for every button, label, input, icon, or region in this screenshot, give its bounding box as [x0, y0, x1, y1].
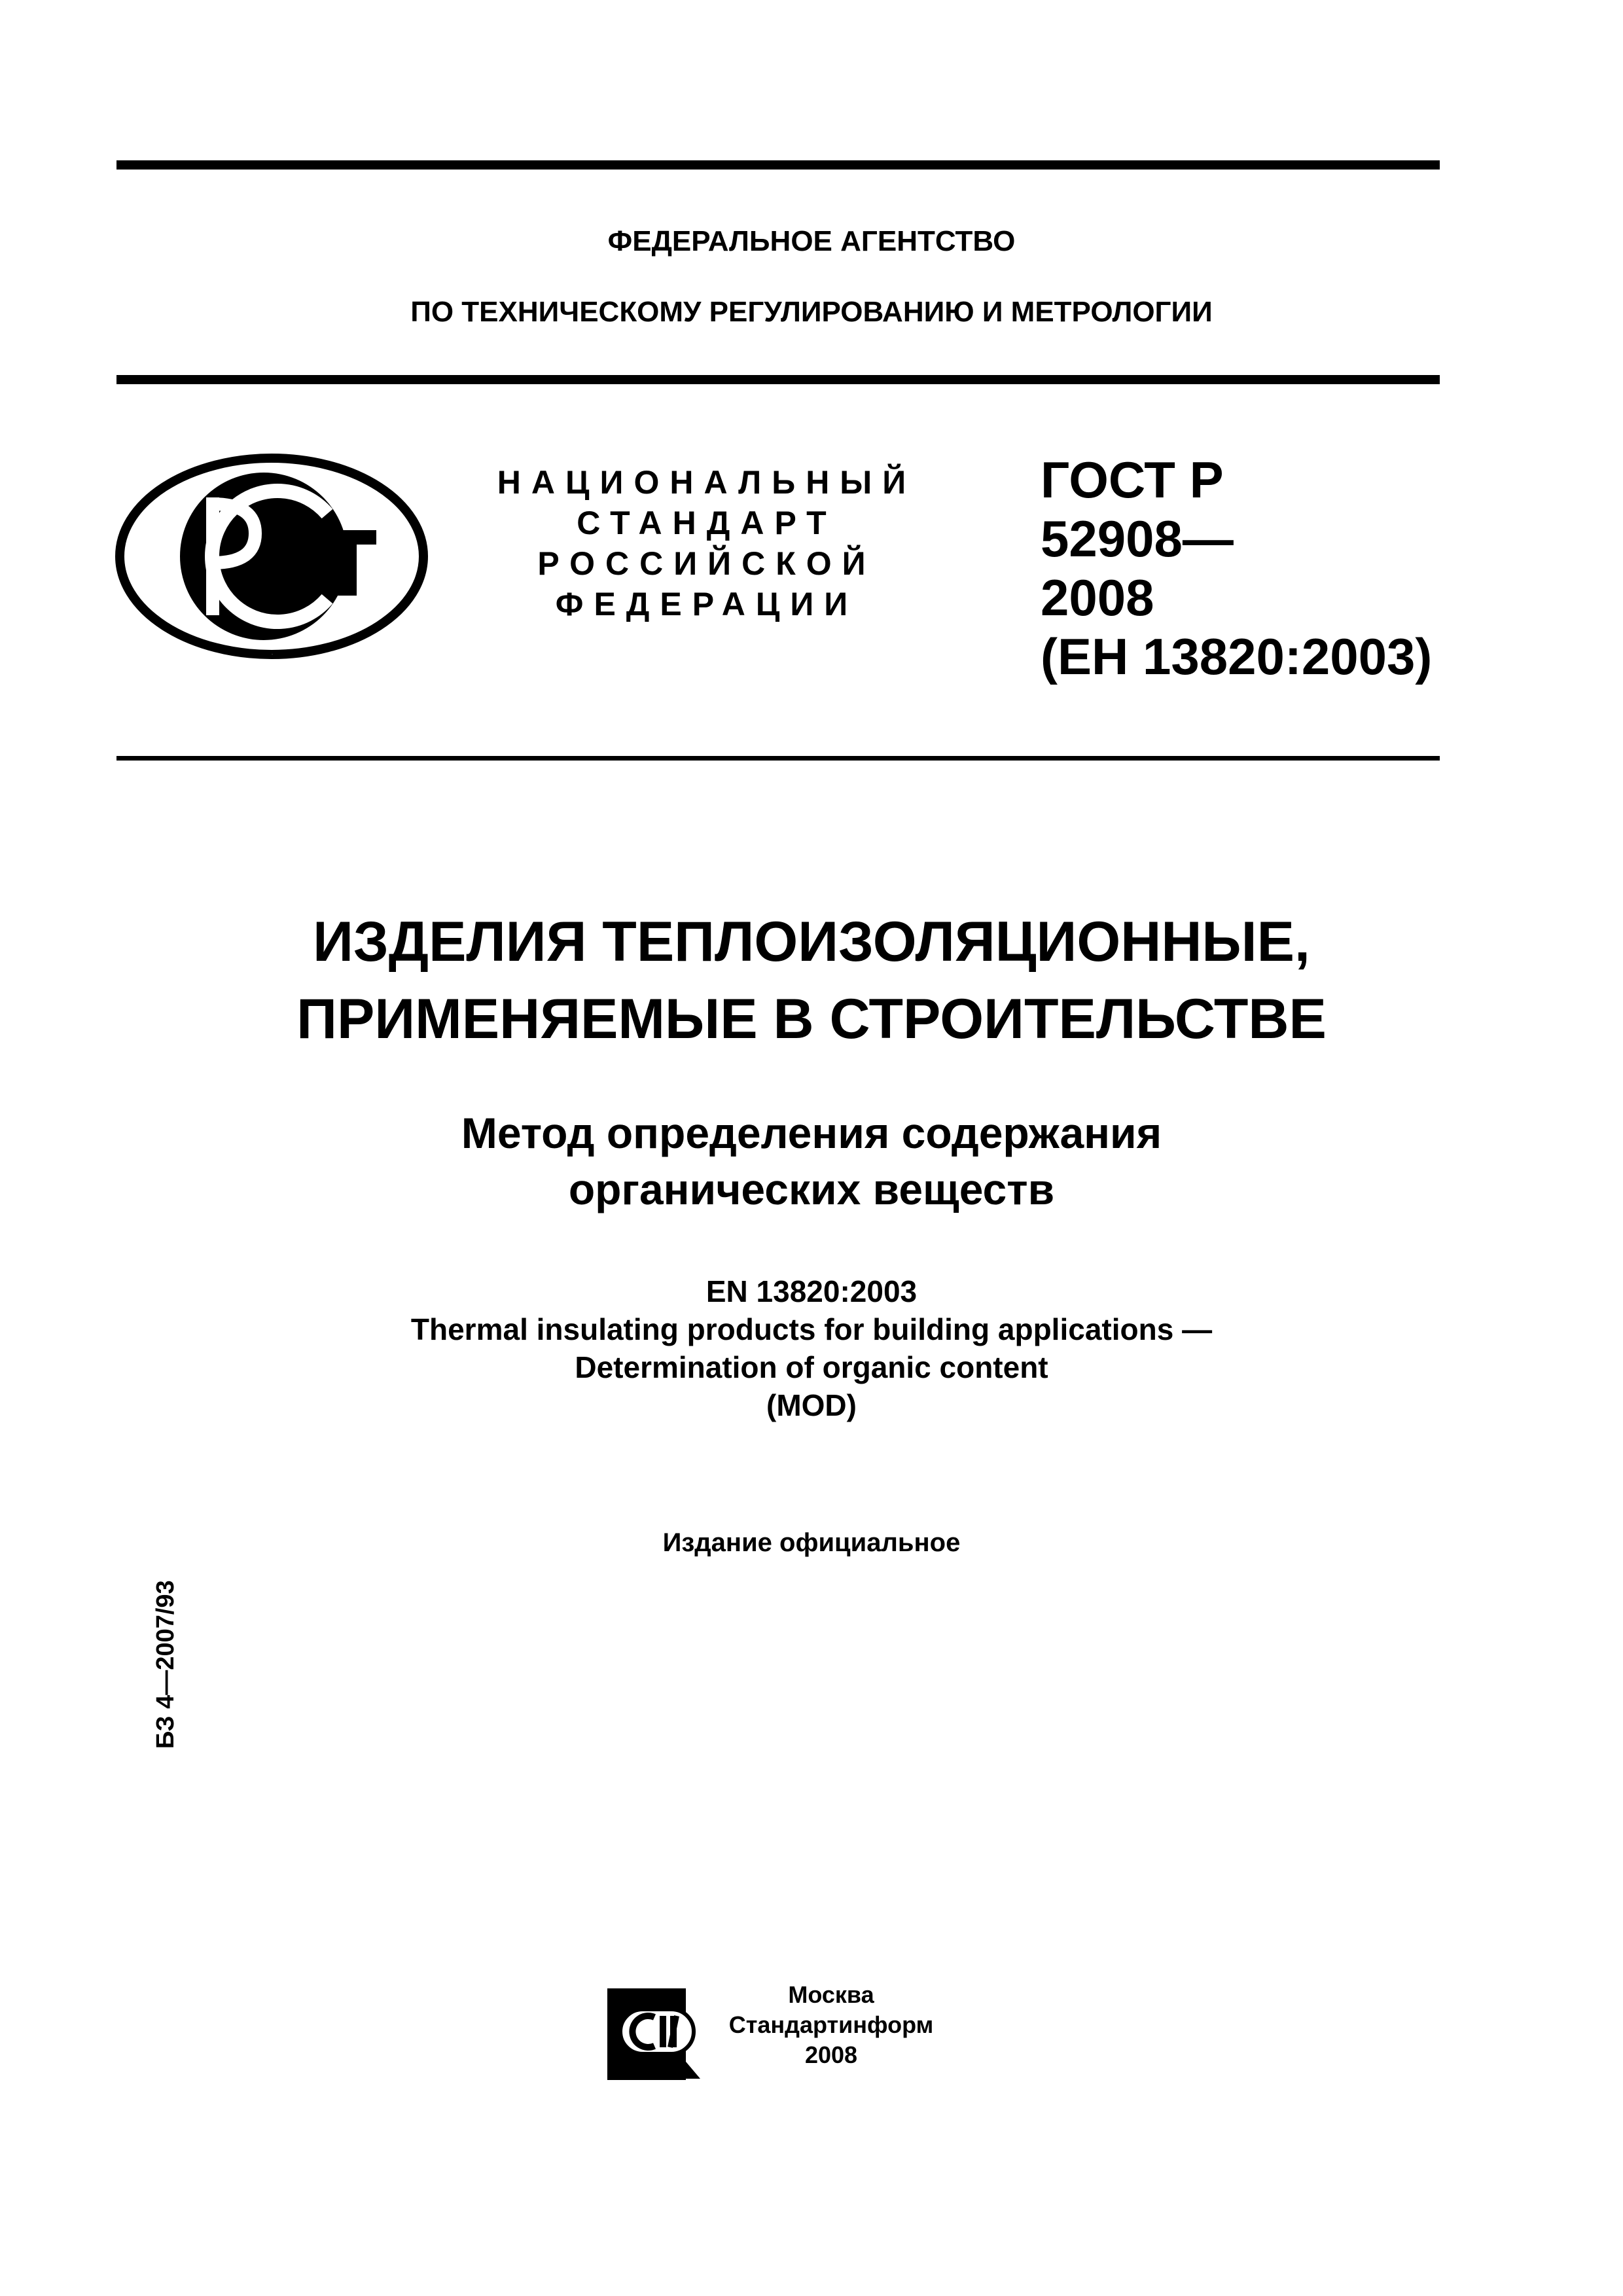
national-standard-block — [458, 462, 955, 624]
subtitle-line-1: Метод определения содержания — [461, 1109, 1162, 1157]
agency-line-2: ПО ТЕХНИЧЕСКОМУ РЕГУЛИРОВАНИЮ И МЕТРОЛОГИИ — [410, 296, 1213, 328]
national-line-4: ФЕДЕРАЦИИ — [555, 586, 859, 622]
national-line-3: РОССИЙСКОЙ — [537, 545, 876, 582]
header-bottom-rule — [116, 375, 1440, 384]
en-title-line-1: Thermal insulating products for building applications — — [410, 1312, 1213, 1346]
en-title-line-2: Determination of organic content — [575, 1350, 1048, 1384]
top-rule — [116, 160, 1440, 170]
gost-line-1: ГОСТ Р — [1041, 451, 1224, 509]
side-code: БЗ 4—2007/93 — [152, 1580, 179, 1749]
gost-designation — [1041, 450, 1432, 686]
gost-r-logo — [115, 452, 429, 661]
agency-line-1: ФЕДЕРАЛЬНОЕ АГЕНТСТВО — [607, 225, 1016, 257]
en-mod: (MOD) — [766, 1388, 857, 1422]
document-title — [0, 903, 1623, 1058]
publisher-name: Стандартинформ — [728, 2011, 934, 2038]
document-subtitle — [0, 1105, 1623, 1217]
publisher-year: 2008 — [804, 2041, 858, 2068]
title-line-1: ИЗДЕЛИЯ ТЕПЛОИЗОЛЯЦИОННЫЕ, — [313, 910, 1310, 973]
national-line-2: СТАНДАРТ — [577, 505, 837, 541]
national-line-1: НАЦИОНАЛЬНЫЙ — [497, 464, 917, 501]
en-code: EN 13820:2003 — [705, 1274, 918, 1308]
subtitle-line-2: органических веществ — [568, 1165, 1055, 1213]
gost-line-3: 2008 — [1041, 569, 1154, 626]
gost-line-2: 52908— — [1041, 510, 1234, 567]
official-edition: Издание официальное — [662, 1528, 961, 1557]
en-reference — [0, 1272, 1623, 1424]
publisher-city: Москва — [788, 1981, 874, 2008]
gost-line-4: (ЕН 13820:2003) — [1041, 628, 1433, 685]
title-line-2: ПРИМЕНЯЕМЫЕ В СТРОИТЕЛЬСТВЕ — [296, 988, 1327, 1050]
publisher-logo — [602, 1983, 707, 2088]
publisher-block — [720, 1980, 942, 2070]
block-bottom-rule — [116, 756, 1440, 761]
